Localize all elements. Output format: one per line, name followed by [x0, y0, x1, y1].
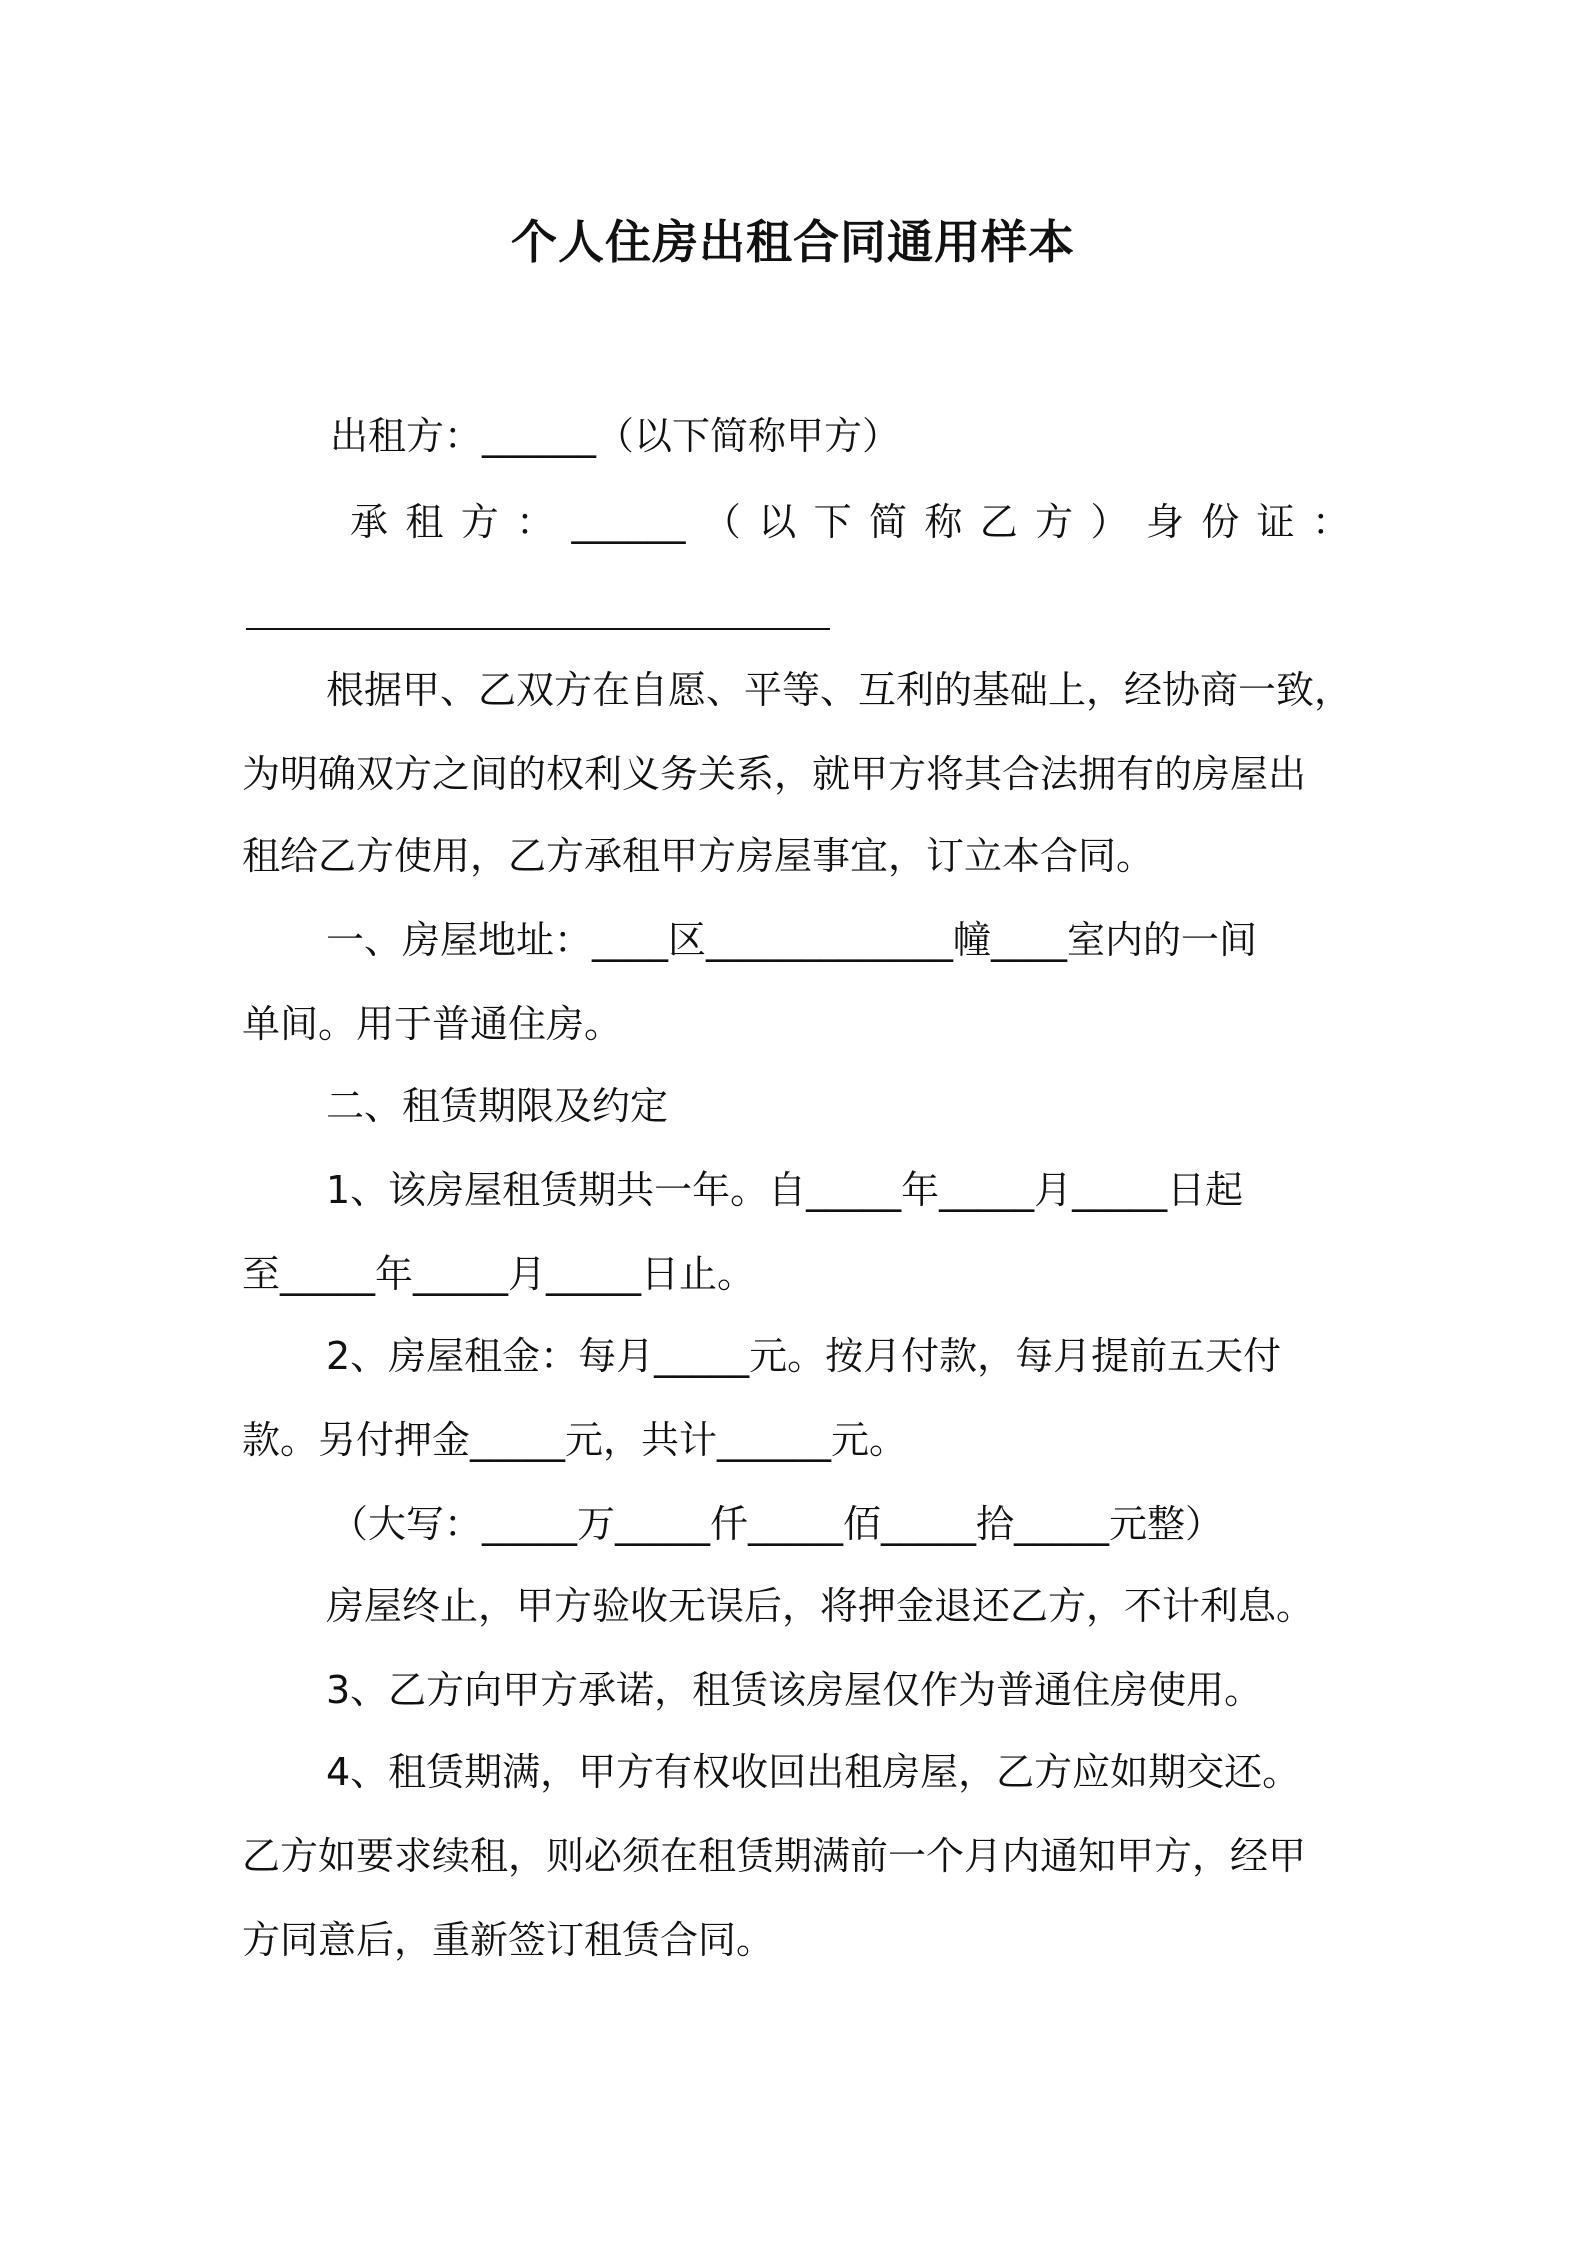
lessee-char: ： [1311, 500, 1350, 544]
lessee-char: 简 [868, 500, 907, 544]
lessee-char: 承 [350, 500, 389, 544]
id-number-blank-line [246, 628, 830, 630]
intro-line-2: 为明确双方之间的权利义务关系，就甲方将其合法拥有的房屋出 [242, 752, 1307, 796]
lessee-char: 方 [460, 500, 499, 544]
clause2-line-1: 2、房屋租金：每月_____元。按月付款，每月提前五天付 [326, 1334, 1282, 1378]
clause1-line-1: 1、该房屋租赁期共一年。自_____年_____月_____日起 [326, 1168, 1244, 1212]
lessee-char: ： [516, 500, 555, 544]
page-title: 个人住房出租合同通用样本 [511, 215, 1075, 269]
intro-line-1: 根据甲、乙双方在自愿、平等、互利的基础上，经协商一致， [326, 668, 1353, 712]
clause3-line: 3、乙方向甲方承诺，租赁该房屋仅作为普通住房使用。 [326, 1668, 1263, 1712]
lessee-char: 租 [405, 500, 444, 544]
lessee-char: （ [702, 500, 741, 544]
lessee-char: 份 [1201, 500, 1240, 544]
lessor-line: 出租方：______（以下简称甲方） [330, 414, 901, 458]
address-line-1: 一、房屋地址：____区_____________幢____室内的一间 [326, 918, 1258, 962]
lessee-char: 身 [1145, 500, 1184, 544]
clause1-line-2: 至_____年_____月_____日止。 [242, 1252, 756, 1296]
lessee-char: 乙 [979, 500, 1018, 544]
lessee-char: 证 [1256, 500, 1295, 544]
capital-amount-line: （大写：_____万_____仟_____佰_____拾_____元整） [330, 1502, 1224, 1546]
clause4-line-3: 方同意后，重新签订租赁合同。 [242, 1918, 775, 1962]
deposit-refund-line: 房屋终止，甲方验收无误后，将押金退还乙方，不计利息。 [326, 1584, 1315, 1628]
address-line-2: 单间。用于普通住房。 [242, 1002, 623, 1046]
clause2-line-2: 款。另付押金_____元，共计______元。 [242, 1418, 908, 1462]
lessee-char: 以 [758, 500, 797, 544]
lessee-char: 称 [924, 500, 963, 544]
lessee-char: 方 [1035, 500, 1074, 544]
term-heading: 二、租赁期限及约定 [326, 1084, 669, 1128]
lessee-blank: ______ [571, 500, 686, 544]
lessee-line [350, 496, 1350, 548]
intro-line-3: 租给乙方使用，乙方承租甲方房屋事宜，订立本合同。 [242, 834, 1155, 878]
clause4-line-2: 乙方如要求续租，则必须在租赁期满前一个月内通知甲方，经甲 [242, 1834, 1307, 1878]
lessee-char: 下 [813, 500, 852, 544]
clause4-line-1: 4、租赁期满，甲方有权收回出租房屋，乙方应如期交还。 [326, 1750, 1301, 1794]
lessee-char: ） [1090, 500, 1129, 544]
